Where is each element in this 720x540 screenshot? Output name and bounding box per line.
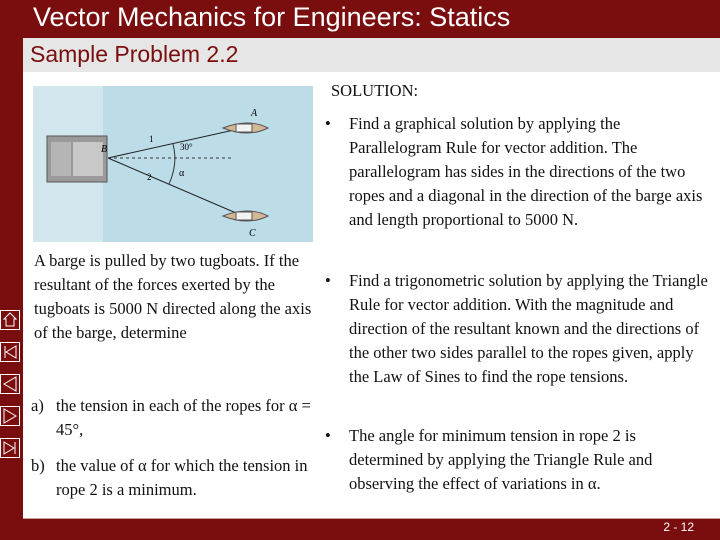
- subtitle-text: Sample Problem 2.2: [30, 41, 239, 67]
- subtitle-bar: [23, 38, 720, 72]
- first-slide-button[interactable]: [0, 342, 20, 362]
- bullet-dot: •: [325, 271, 331, 290]
- content-area: [23, 72, 720, 518]
- solution-label: SOLUTION:: [331, 81, 419, 100]
- label-rope-2: 2: [147, 172, 152, 182]
- label-angle-30: 30°: [180, 142, 193, 152]
- bullet-text: Find a trigonometric solution by applying the Triangle Rule for vector addition. With the magnitude and direction of the resultant known and the directions of the other two sides parallel to the ropes given, apply the Law of Sines to find the rope tensions.: [349, 271, 708, 386]
- previous-slide-button[interactable]: [0, 374, 20, 394]
- home-icon: [0, 310, 20, 330]
- problem-item-label: b): [31, 456, 45, 475]
- bullet-dot: •: [325, 114, 331, 133]
- next-slide-icon: [0, 406, 20, 426]
- barge-figure: [33, 86, 313, 242]
- bullet-dot: •: [325, 426, 331, 445]
- label-c: C: [249, 228, 256, 239]
- home-button[interactable]: [0, 310, 20, 330]
- label-b: B: [101, 144, 108, 155]
- last-slide-icon: [0, 438, 20, 458]
- bullet-text: The angle for minimum tension in rope 2 is determined by applying the Triangle Rule and observing the effect of variations in α.: [349, 426, 653, 493]
- bullet-text: Find a graphical solution by applying the Parallelogram Rule for vector addition. The parallelogram has sides in the directions of the two ropes and a diagonal in the direction of the barge axis and length proportional to 5000 N.: [349, 114, 703, 229]
- label-rope-1: 1: [149, 134, 154, 144]
- label-a: A: [251, 108, 258, 119]
- header-title: Vector Mechanics for Engineers: Statics: [33, 2, 511, 32]
- page-number: 2 - 12: [663, 520, 694, 534]
- problem-item-label: a): [31, 396, 44, 415]
- first-slide-icon: [0, 342, 20, 362]
- previous-slide-icon: [0, 374, 20, 394]
- last-slide-button[interactable]: [0, 438, 20, 458]
- next-slide-button[interactable]: [0, 406, 20, 426]
- footer-line: [23, 518, 720, 519]
- problem-item-text: the value of α for which the tension in rope 2 is a minimum.: [56, 456, 308, 499]
- label-alpha: α: [179, 168, 185, 179]
- problem-statement: A barge is pulled by two tugboats. If the resultant of the forces exerted by the tugboats is 5000 N directed along the axis of the barge, determine: [34, 251, 312, 342]
- problem-item-text: the tension in each of the ropes for α = 45°,: [56, 396, 311, 439]
